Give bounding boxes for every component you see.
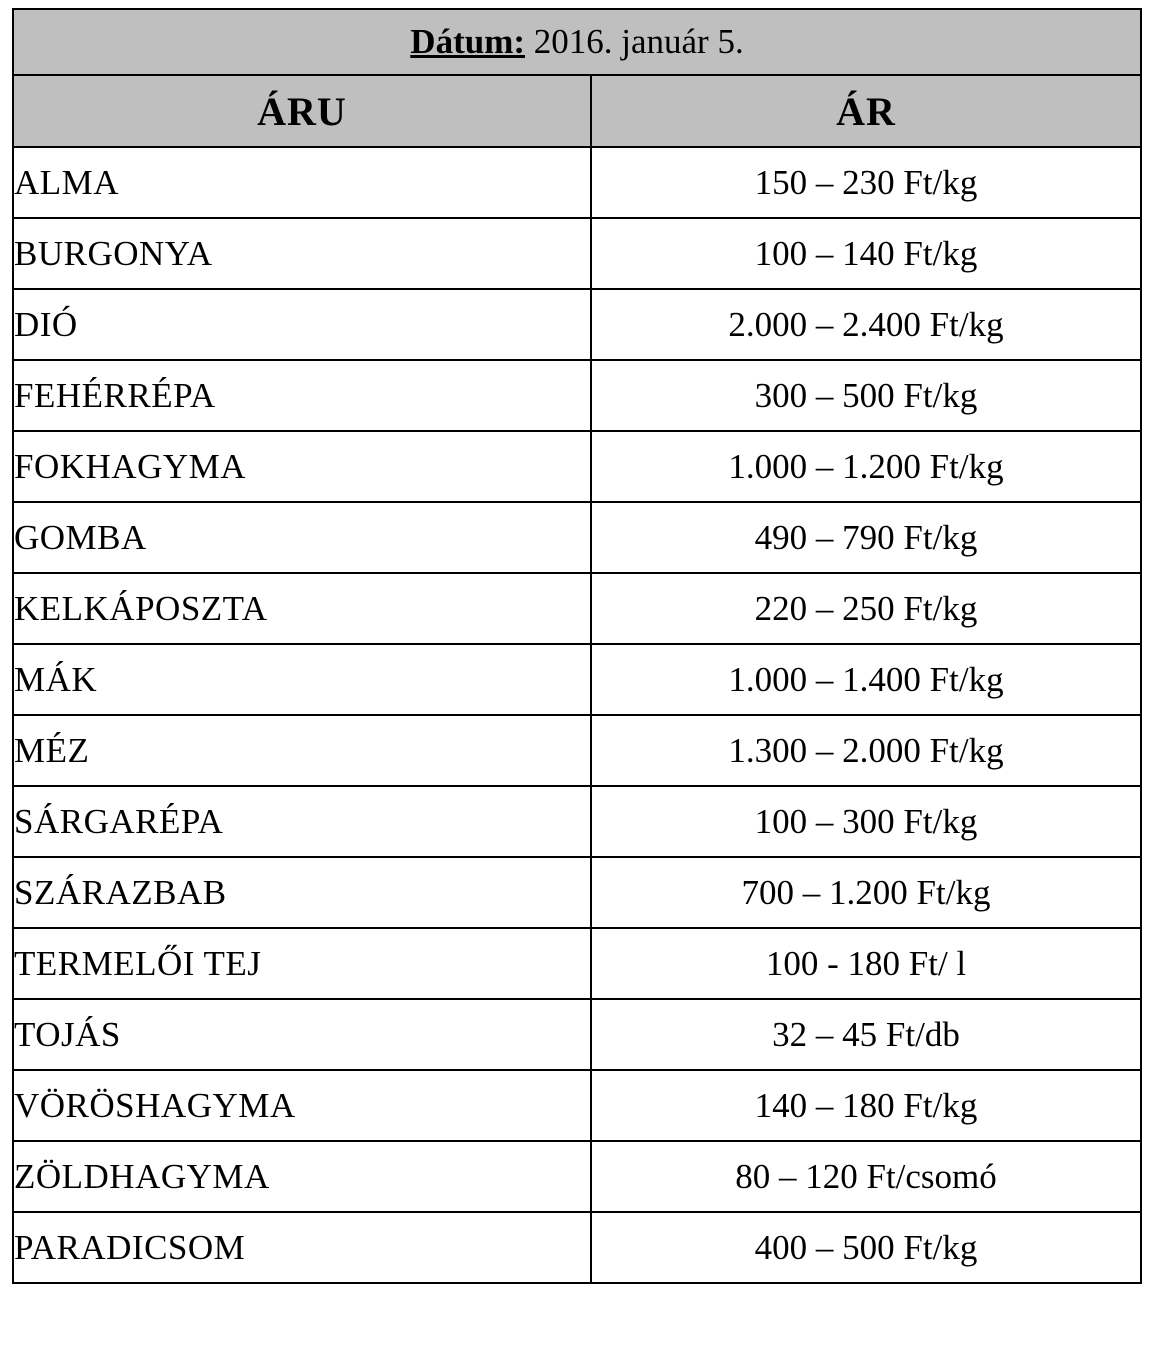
goods-price: 1.000 – 1.200 Ft/kg xyxy=(591,431,1141,502)
table-row xyxy=(13,644,1141,715)
table-row xyxy=(13,928,1141,999)
table-row xyxy=(13,1141,1141,1212)
goods-name: FOKHAGYMA xyxy=(13,431,591,502)
goods-price: 2.000 – 2.400 Ft/kg xyxy=(591,289,1141,360)
goods-name: SZÁRAZBAB xyxy=(13,857,591,928)
table-row xyxy=(13,786,1141,857)
date-label: Dátum: xyxy=(410,21,526,61)
goods-name: DIÓ xyxy=(13,289,591,360)
goods-name: ALMA xyxy=(13,147,591,218)
header-goods: ÁRU xyxy=(13,75,591,147)
goods-name: TOJÁS xyxy=(13,999,591,1070)
table-row xyxy=(13,147,1141,218)
goods-name: FEHÉRRÉPA xyxy=(13,360,591,431)
table-row xyxy=(13,715,1141,786)
goods-price: 140 – 180 Ft/kg xyxy=(591,1070,1141,1141)
goods-name: SÁRGARÉPA xyxy=(13,786,591,857)
goods-price: 220 – 250 Ft/kg xyxy=(591,573,1141,644)
table-row xyxy=(13,999,1141,1070)
table-row xyxy=(13,857,1141,928)
goods-price: 1.000 – 1.400 Ft/kg xyxy=(591,644,1141,715)
table-row xyxy=(13,431,1141,502)
header-price: ÁR xyxy=(591,75,1141,147)
table-row xyxy=(13,289,1141,360)
goods-price: 400 – 500 Ft/kg xyxy=(591,1212,1141,1283)
goods-name: MÁK xyxy=(13,644,591,715)
goods-price: 300 – 500 Ft/kg xyxy=(591,360,1141,431)
table-row xyxy=(13,360,1141,431)
goods-price: 150 – 230 Ft/kg xyxy=(591,147,1141,218)
date-value: 2016. január 5. xyxy=(533,21,744,61)
goods-price: 490 – 790 Ft/kg xyxy=(591,502,1141,573)
goods-price: 1.300 – 2.000 Ft/kg xyxy=(591,715,1141,786)
goods-name: PARADICSOM xyxy=(13,1212,591,1283)
header-row xyxy=(13,75,1141,147)
goods-name: KELKÁPOSZTA xyxy=(13,573,591,644)
table-row xyxy=(13,573,1141,644)
goods-price: 32 – 45 Ft/db xyxy=(591,999,1141,1070)
goods-name: VÖRÖSHAGYMA xyxy=(13,1070,591,1141)
goods-name: ZÖLDHAGYMA xyxy=(13,1141,591,1212)
date-cell xyxy=(13,9,1141,75)
goods-price: 100 – 140 Ft/kg xyxy=(591,218,1141,289)
table-row xyxy=(13,218,1141,289)
price-table xyxy=(12,8,1142,1284)
goods-price: 80 – 120 Ft/csomó xyxy=(591,1141,1141,1212)
price-table-body xyxy=(13,9,1141,1283)
date-row xyxy=(13,9,1141,75)
table-row xyxy=(13,1070,1141,1141)
goods-price: 700 – 1.200 Ft/kg xyxy=(591,857,1141,928)
table-row xyxy=(13,502,1141,573)
table-row xyxy=(13,1212,1141,1283)
goods-price: 100 - 180 Ft/ l xyxy=(591,928,1141,999)
goods-price: 100 – 300 Ft/kg xyxy=(591,786,1141,857)
goods-name: GOMBA xyxy=(13,502,591,573)
goods-name: TERMELŐI TEJ xyxy=(13,928,591,999)
goods-name: BURGONYA xyxy=(13,218,591,289)
goods-name: MÉZ xyxy=(13,715,591,786)
